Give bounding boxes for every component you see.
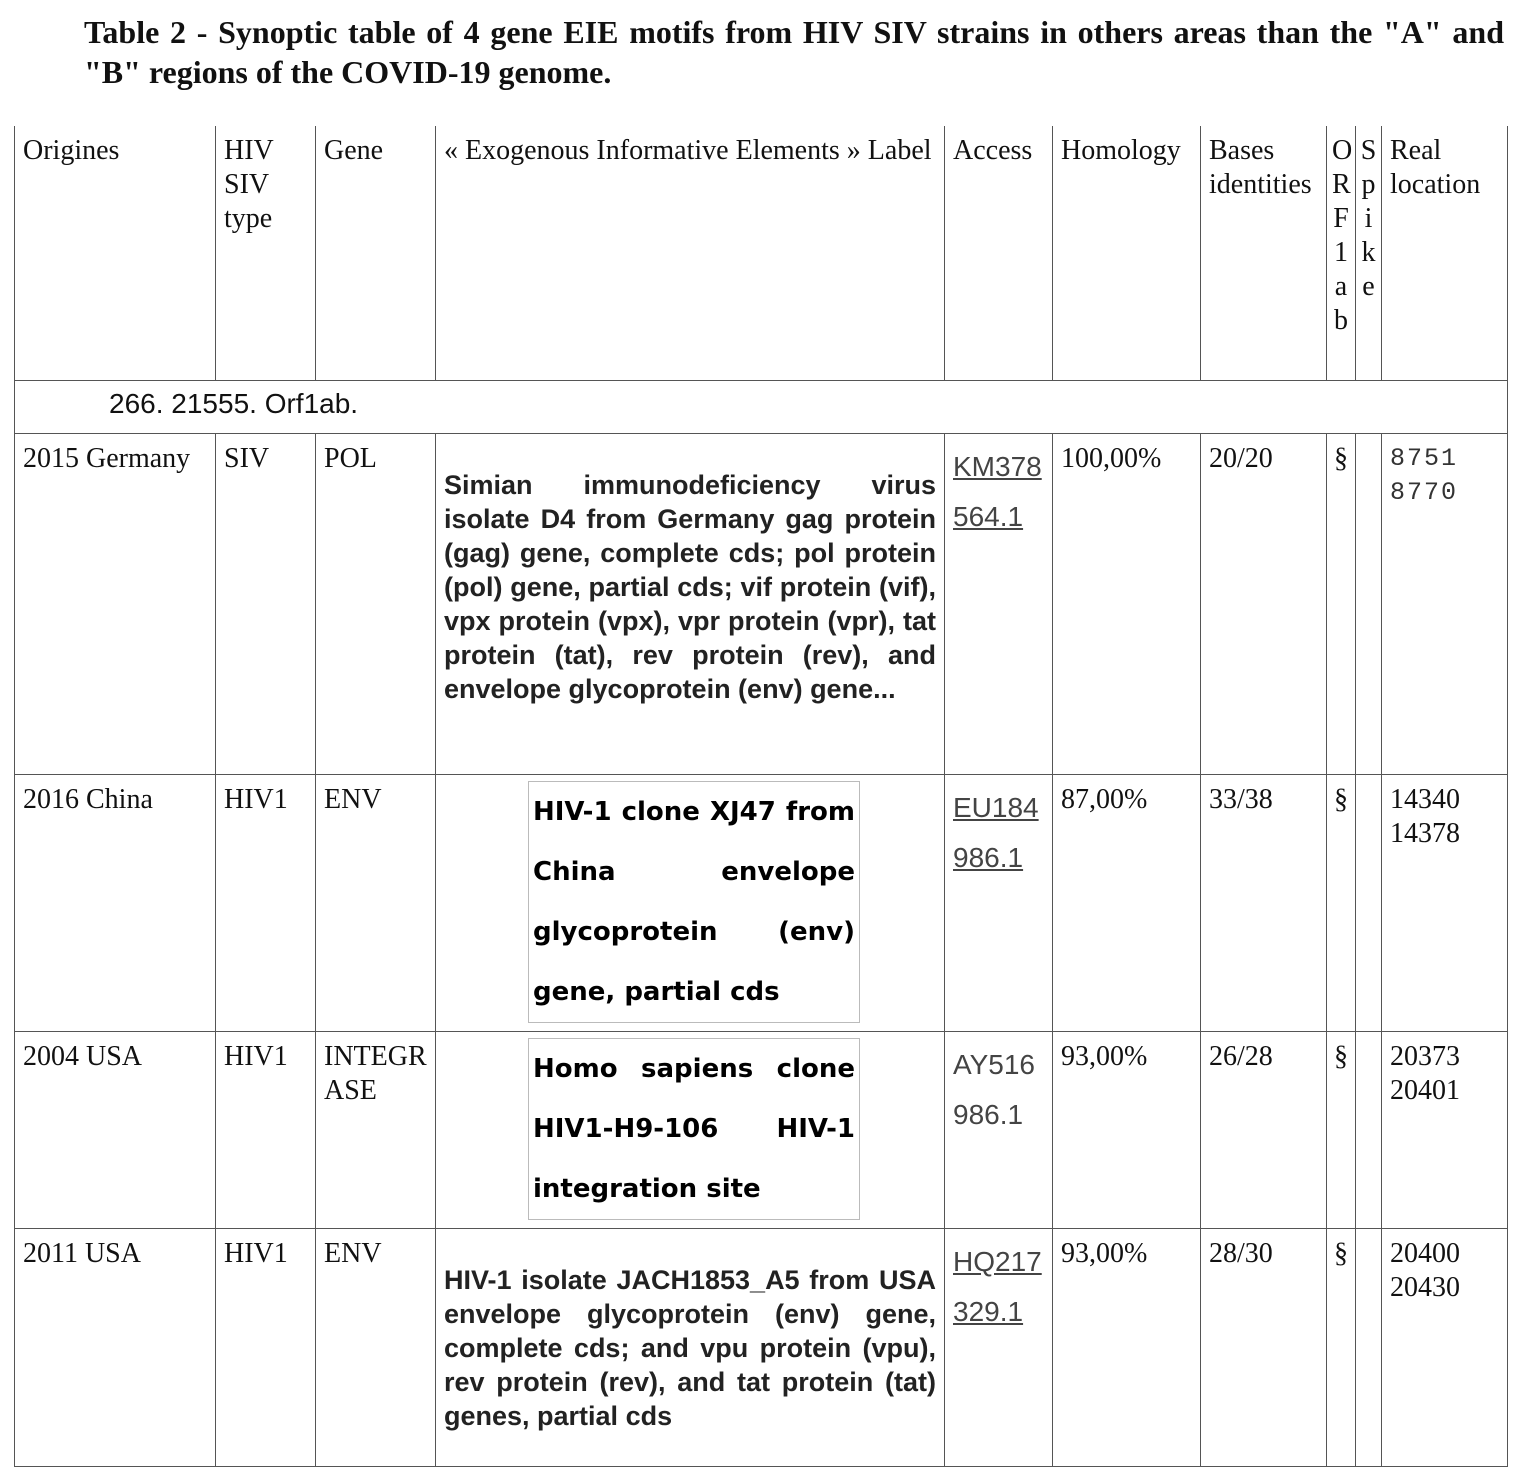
header-row <box>15 126 1508 380</box>
cell-orf1ab: § <box>1327 433 1356 774</box>
cell-spike <box>1356 433 1382 774</box>
section-label: 266. 21555. Orf1ab. <box>15 380 1508 433</box>
header-origines: Origines <box>15 126 216 380</box>
synoptic-table <box>14 126 1508 1467</box>
location-start: 14340 <box>1390 783 1460 815</box>
cell-access[interactable] <box>945 1228 1053 1466</box>
cell-bases: 20/20 <box>1201 433 1327 774</box>
location-end: 20401 <box>1390 1074 1460 1106</box>
cell-gene: POL <box>316 433 436 774</box>
cell-type: HIV1 <box>216 1228 316 1466</box>
table-title: Table 2 - Synoptic table of 4 gene EIE motifs from HIV SIV strains in others areas than the "A" and "B" regions of the COVID-19 genome. <box>84 14 1504 90</box>
location-start: 8751 <box>1390 443 1459 473</box>
access-id: AY516986.1 <box>953 1048 1035 1130</box>
access-link[interactable]: EU184986.1 <box>953 791 1039 873</box>
location-start: 20373 <box>1390 1040 1460 1072</box>
header-orf1ab: ORF1ab <box>1327 126 1356 380</box>
cell-type: HIV1 <box>216 1031 316 1228</box>
cell-homology: 93,00% <box>1053 1031 1201 1228</box>
cell-access[interactable] <box>945 774 1053 1031</box>
header-homology: Homology <box>1053 126 1201 380</box>
cell-homology: 100,00% <box>1053 433 1201 774</box>
table-row <box>15 1228 1508 1466</box>
header-access: Access <box>945 126 1053 380</box>
cell-bases: 26/28 <box>1201 1031 1327 1228</box>
cell-spike <box>1356 1228 1382 1466</box>
access-link[interactable]: HQ217329.1 <box>953 1245 1042 1327</box>
cell-label: Simian immunodeficiency virus isolate D4 from Germany gag protein (gag) gene, complete cds; pol protein (pol) gene, partial cds; vif protein (vif), vpx protein (vpx), vpr protein (vpr), tat protein (tat), rev protein (rev), and envelope glycoprotein (env) gene... <box>436 433 945 774</box>
header-bases-identities: Bases identities <box>1201 126 1327 380</box>
cell-orf1ab: § <box>1327 1228 1356 1466</box>
cell-access <box>945 1031 1053 1228</box>
cell-spike <box>1356 774 1382 1031</box>
table-row <box>15 1031 1508 1228</box>
cell-gene: INTEGRASE <box>316 1031 436 1228</box>
label-box: HIV-1 clone XJ47 from China envelope glycoprotein (env) gene, partial cds <box>528 781 860 1023</box>
table-row <box>15 774 1508 1031</box>
header-real-location: Real location <box>1382 126 1508 380</box>
cell-label: HIV-1 isolate JACH1853_A5 from USA envelope glycoprotein (env) gene, complete cds; and vpu protein (vpu), rev protein (rev), and tat protein (tat) genes, partial cds <box>436 1228 945 1466</box>
cell-label <box>436 774 945 1031</box>
section-row <box>15 380 1508 433</box>
location-end: 20430 <box>1390 1271 1460 1303</box>
cell-homology: 87,00% <box>1053 774 1201 1031</box>
label-box: Homo sapiens clone HIV1-H9-106 HIV-1 integration site <box>528 1038 860 1220</box>
cell-origin: 2016 China <box>15 774 216 1031</box>
header-gene: Gene <box>316 126 436 380</box>
cell-real-location <box>1382 1031 1508 1228</box>
cell-bases: 28/30 <box>1201 1228 1327 1466</box>
cell-label <box>436 1031 945 1228</box>
table-row <box>15 433 1508 774</box>
location-start: 20400 <box>1390 1237 1460 1269</box>
location-end: 8770 <box>1390 477 1459 507</box>
cell-type: SIV <box>216 433 316 774</box>
cell-origin: 2004 USA <box>15 1031 216 1228</box>
location-end: 14378 <box>1390 817 1460 849</box>
cell-origin: 2015 Germany <box>15 433 216 774</box>
header-eie-label: « Exogenous Informative Elements » Label <box>436 126 945 380</box>
cell-orf1ab: § <box>1327 774 1356 1031</box>
header-spike: Spike <box>1356 126 1382 380</box>
access-link[interactable]: KM378564.1 <box>953 450 1042 532</box>
cell-gene: ENV <box>316 774 436 1031</box>
cell-spike <box>1356 1031 1382 1228</box>
cell-bases: 33/38 <box>1201 774 1327 1031</box>
cell-orf1ab: § <box>1327 1031 1356 1228</box>
cell-gene: ENV <box>316 1228 436 1466</box>
cell-origin: 2011 USA <box>15 1228 216 1466</box>
cell-access[interactable] <box>945 433 1053 774</box>
cell-real-location <box>1382 1228 1508 1466</box>
header-hiv-siv-type: HIV SIV type <box>216 126 316 380</box>
cell-homology: 93,00% <box>1053 1228 1201 1466</box>
cell-real-location <box>1382 774 1508 1031</box>
cell-real-location <box>1382 433 1508 774</box>
cell-type: HIV1 <box>216 774 316 1031</box>
